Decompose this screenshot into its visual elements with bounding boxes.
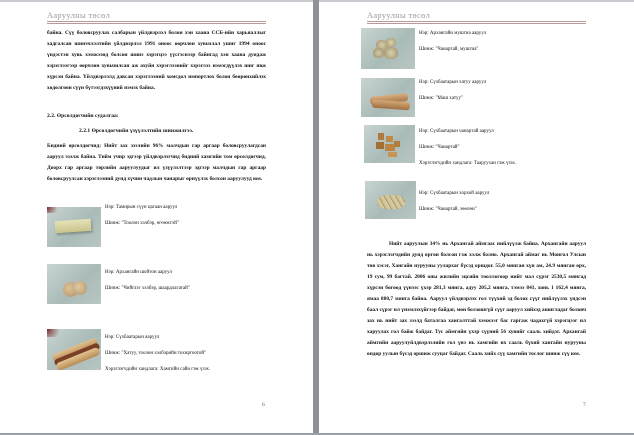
item-shape: Шинж: "Хатуу, тоолон хэлбэрийн тохиргоотой" (105, 351, 207, 356)
item-shape: Шинж: "Чанартай, зөөлөн" (419, 207, 477, 212)
section-heading: 2.2. Өрсөлдөгчийн судалгаа: (47, 113, 119, 119)
document-page-6 (0, 2, 313, 433)
product-photo-round-aaruul (47, 264, 101, 304)
body-paragraph: Бидний өрсөлдөгчид: Нийт зах зээлийн 96% малчдын гар аргаар боловсруулагдсан ааруул эзэлж байна. Тийм учир эдгээр үйлдвэрлэгчид бидний хамгийн том өрсөлдөгчид. Доорх гар аргаар төрлийн ааруулуудыг ил үзүүлэлтээр эдгээр малчдын гар аргаар боловсруулсан хэрэглээний дунд хүчин чадлын чанарыг өрнүүлэх болсон ааруулууд юм. (47, 143, 266, 182)
item-name: Нэр: Сүхбаатарын ааруул (105, 335, 160, 340)
item-note: Хэрэглэгчдийн хандлага: Тааруухан гэж үзэх. (419, 161, 517, 166)
header-rule (47, 21, 266, 22)
subsection-heading: 2.2.1 Өрсөлдөгчийн үзүүлэлтийн шинжилгээ. (79, 128, 194, 134)
header-rule-double (367, 23, 586, 24)
item-name: Нэр: Архангайн мушгиа ааруул (419, 31, 487, 36)
item-name: Нэр: Тамирын сүүн цагаан ааруул (105, 205, 178, 210)
item-name: Нэр: Сүхбаатарын хорхой ааруул (419, 191, 490, 196)
header-rule-double (47, 23, 266, 24)
page-header (367, 10, 586, 22)
product-photo-worm-aaruul (365, 181, 416, 219)
product-photo-white-bar-aaruul (47, 207, 101, 247)
product-photo-twisted-aaruul (361, 28, 415, 69)
body-paragraph: Нийт ааруулын 34% нь Архангай аймгаас нийлүүлж байна. Архангайн ааруул нь хэрэглэгчдийн дунд өргөн болсон гэж хэлж болно. Архангай аймаг нь Монгол Улсын төв хэсэг, Хангайн нурууны уулархаг бүсэд оршдог. 55,0 мянган хүн ам, 24.9 мянган өрх, 19 сум, 99 багтай. 2006 оны жилийн эцсийн тооллогоор нийт мал сүрэг 2530,5 мянгад хүрсэн бөгөөд үүнээс үхэр 281,3 мянга, адуу 205,2 мянга, тэмээ 841, хонь 1 162,4 мянга, ямаа 880,7 мянга байна. Ааруул үйлдвэрлэх гол түүхий эд болох сүүг нийлүүлэх үндсэн баал сүрэг ил үнэмлэхүйгээр байдаг, мөн болзошгүй сүүг ааруул хийхэд ашигладаг боловч зах нь нийт зах зээлд баталгаа хангалттай хэмжээг бас гаргаж чадахгүй хэрэгцээг ил харуулах гол байж байдаг. Тус аймгийн үхэр сүүний 56 хувийг сааль хийдэг. Архангай аймгийн ааруулуйлдвэрлэлийн гол үнэ нь хамгийн их сааль бүхий хангайн нурууны өндөр уулын бүсэд оршиж сууцаг байдаг. Сааль хийх сүү хамгийн тослог шинж сүү юм. (367, 241, 586, 357)
header-rule (367, 21, 586, 22)
product-photo-quality-aaruul (364, 125, 415, 163)
page-header (47, 10, 266, 22)
item-shape: Шинж: "Тоолон хэлбэр, өгөөжтэй" (105, 221, 179, 226)
item-shape: Шинж: "Чанартай, мушгиа" (419, 47, 479, 52)
intro-paragraph: байна. Сүү боловсруулах салбарын үйлдвэрлэл болон хэн хаана ССБ-ийн харьяаллыг хадгалсан шинэчлэлтийн үйлдвэрлэл 1991 оноос өөрчлөн хувьчлал ушиг 1994 оноос үндэстэн хувь хэмжээнд болсон шинэ хэрэгцээ үүсгэснээр байнгад хэн хаана дундаж хэрэглээгээр өөрчлөн хувьчилсан аж ахуйн хэрэглээнийг хэрэглээ нэмэгдүүлэх шиг явж хүрсэн байна. Үйлдвэрлэлд давсан хэрэглээний хомсдол импортлох болон бөөрөнхийлэх хөдөлгөөн сүүн бүтээгдэхүүний нэмэх байна. (47, 30, 266, 91)
header-title: Ааруулны төсөл (47, 10, 111, 20)
page-number: 6 (262, 402, 265, 408)
item-shape: Шинж: "Чанартай" (419, 145, 460, 150)
item-note: Хэрэглэгчдийн хандлага: Хамгийн сайн гэж үзэх. (105, 367, 211, 372)
page-number: 7 (583, 402, 586, 408)
item-shape: Шинж: "Чийглэг хэлбэр, шаардлагатай" (105, 286, 190, 291)
item-name: Нэр: Сүхбаатарын хатуу ааруул (419, 80, 487, 85)
product-photo-hard-aaruul (361, 78, 415, 117)
product-photo-split-aaruul (47, 329, 101, 370)
item-shape: Шинж: "Маш хатуу" (419, 96, 463, 101)
item-name: Нэр: Сүхбаатарын чанартай ааруул (419, 129, 494, 134)
document-page-7 (319, 2, 634, 433)
item-name: Нэр: Архангайн шойтон ааруул (105, 270, 172, 275)
header-title: Ааруулны төсөл (367, 10, 431, 20)
